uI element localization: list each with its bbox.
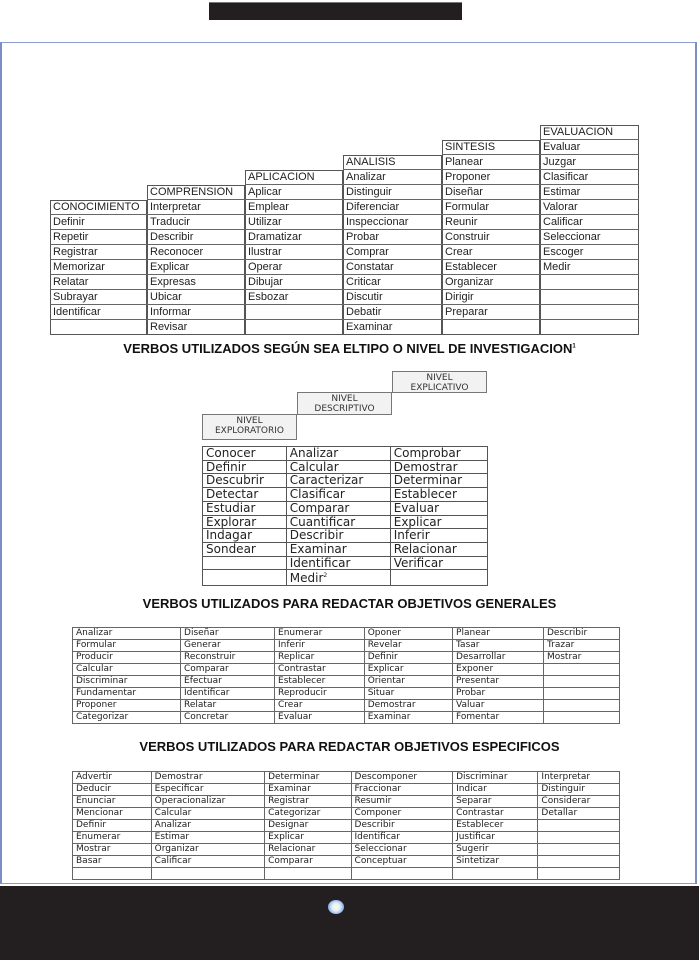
verb-cell: Categorizar (73, 712, 181, 724)
verb-cell: Organizar (151, 844, 264, 856)
verb-cell: Enumerar (275, 628, 365, 640)
nivel-row (203, 460, 488, 474)
verb-cell: Descomponer (351, 772, 453, 784)
bloom-verb: Formular (442, 200, 540, 215)
verb-cell: Contrastar (453, 808, 538, 820)
verb-cell: Demostrar (390, 460, 487, 474)
verb-cell: Establecer (390, 488, 487, 502)
verb-cell: Descubrir (203, 474, 287, 488)
verb-cell: Describir (543, 628, 619, 640)
bloom-verb (540, 290, 639, 305)
bloom-verb: Medir (540, 260, 639, 275)
bloom-verb (540, 320, 639, 335)
verb-cell: Designar (265, 820, 351, 832)
nivel-row (203, 542, 488, 556)
bloom-verb: Describir (147, 230, 245, 245)
verb-cell: Calificar (151, 856, 264, 868)
verb-cell (265, 868, 351, 880)
bloom-verb: Subrayar (50, 290, 147, 305)
verb-cell (390, 570, 487, 586)
bloom-verb: Aplicar (245, 185, 343, 200)
especificos-row (73, 844, 620, 856)
verb-cell: Determinar (390, 474, 487, 488)
bloom-verb: Constatar (343, 260, 442, 275)
verb-cell: Situar (364, 688, 452, 700)
bloom-verb: Crear (442, 245, 540, 260)
verb-cell: Producir (73, 652, 181, 664)
verb-cell: Identificar (181, 688, 275, 700)
verb-cell: Orientar (364, 676, 452, 688)
bloom-header: APLICACION (245, 170, 343, 185)
bloom-verb: Analizar (343, 170, 442, 185)
verb-cell: Describir (286, 529, 390, 543)
bloom-verb: Planear (442, 155, 540, 170)
verb-cell: Cuantificar (286, 515, 390, 529)
verb-cell: Caracterizar (286, 474, 390, 488)
generales-row (73, 664, 620, 676)
bloom-verb (245, 320, 343, 335)
verb-cell: Calcular (151, 808, 264, 820)
bloom-verb: Construir (442, 230, 540, 245)
bloom-verb: Distinguir (343, 185, 442, 200)
verb-cell: Analizar (73, 628, 181, 640)
generales-row (73, 676, 620, 688)
verb-cell: Interpretar (538, 772, 620, 784)
verb-cell: Analizar (151, 820, 264, 832)
verb-cell (538, 868, 620, 880)
bloom-verb: Diseñar (442, 185, 540, 200)
bloom-verb: Ubicar (147, 290, 245, 305)
verb-cell (538, 820, 620, 832)
verb-cell: Mostrar (543, 652, 619, 664)
verb-cell: Identificar (286, 556, 390, 570)
verb-cell: Sintetizar (453, 856, 538, 868)
generales-verbs-table (72, 627, 620, 724)
bloom-verb: Revisar (150, 321, 188, 333)
verb-cell: Explicar (364, 664, 452, 676)
verb-cell: Separar (453, 796, 538, 808)
verb-cell (543, 676, 619, 688)
bloom-verb (540, 275, 639, 290)
verb-cell: Diseñar (181, 628, 275, 640)
verb-cell: Exponer (453, 664, 544, 676)
bloom-verb (245, 305, 343, 320)
verb-cell: Explorar (203, 515, 287, 529)
verb-cell: Establecer (453, 820, 538, 832)
verb-cell: Verificar (390, 556, 487, 570)
nivel-row (203, 515, 488, 529)
bloom-verb: Definir (50, 215, 147, 230)
verb-cell: Formular (73, 640, 181, 652)
verb-cell: Conocer (203, 447, 287, 461)
especificos-row (73, 856, 620, 868)
bloom-verb: Estimar (540, 185, 639, 200)
nivel-row (203, 474, 488, 488)
bloom-verb: Ilustrar (245, 245, 343, 260)
bloom-verb: Relatar (50, 275, 147, 290)
bloom-verb: Emplear (245, 200, 343, 215)
generales-row (73, 652, 620, 664)
verb-cell: Concretar (181, 712, 275, 724)
verb-cell: Discriminar (73, 676, 181, 688)
nivel-row (203, 447, 488, 461)
verb-cell: Relatar (181, 700, 275, 712)
bloom-verb: Criticar (343, 275, 442, 290)
verb-cell: Registrar (265, 796, 351, 808)
bloom-verb: Establecer (442, 260, 540, 275)
verb-cell: Evaluar (390, 501, 487, 515)
especificos-row (73, 868, 620, 880)
verb-cell: Determinar (265, 772, 351, 784)
verb-cell: Establecer (275, 676, 365, 688)
bloom-verb: Debatir (343, 305, 442, 320)
verb-cell: Resumir (351, 796, 453, 808)
bloom-verb: Proponer (442, 170, 540, 185)
verb-cell (543, 688, 619, 700)
verb-cell: Examinar (286, 542, 390, 556)
generales-row (73, 628, 620, 640)
generales-row (73, 712, 620, 724)
verb-cell (151, 868, 264, 880)
generales-row (73, 688, 620, 700)
bloom-verb: Utilizar (245, 215, 343, 230)
verb-cell (543, 664, 619, 676)
verb-cell: Presentar (453, 676, 544, 688)
bloom-verb: Esbozar (245, 290, 343, 305)
verb-cell: Distinguir (538, 784, 620, 796)
verb-cell: Comparar (181, 664, 275, 676)
speech-bubble-icon[interactable] (328, 900, 344, 914)
verb-cell: Seleccionar (351, 844, 453, 856)
verb-cell: Enumerar (73, 832, 152, 844)
verb-cell: Contrastar (275, 664, 365, 676)
verb-cell: Reproducir (275, 688, 365, 700)
bloom-verb (50, 320, 147, 335)
verb-cell: Tasar (453, 640, 544, 652)
verb-cell: Probar (453, 688, 544, 700)
verb-cell: Detectar (203, 488, 287, 502)
bloom-verb: Evaluar (540, 140, 639, 155)
nivel-row (203, 556, 488, 570)
bloom-verb: Memorizar (50, 260, 147, 275)
verb-cell (203, 570, 287, 586)
verb-cell: Advertir (73, 772, 152, 784)
verb-cell: Sugerir (453, 844, 538, 856)
bloom-header: CONOCIMIENTO (50, 200, 147, 215)
verb-cell: Conceptuar (351, 856, 453, 868)
nivel-row (203, 501, 488, 515)
verb-cell: Oponer (364, 628, 452, 640)
verb-cell: Reconstruir (181, 652, 275, 664)
verb-cell: Fomentar (453, 712, 544, 724)
bloom-verb: Reunir (442, 215, 540, 230)
level-descriptivo: NIVEL DESCRIPTIVO (297, 392, 392, 415)
verb-cell: Efectuar (181, 676, 275, 688)
verb-cell: Medir$^2$ (286, 570, 390, 586)
verb-cell: Detallar (538, 808, 620, 820)
verb-cell: Valuar (453, 700, 544, 712)
bloom-verb: Reconocer (147, 245, 245, 260)
verb-cell: Mostrar (73, 844, 152, 856)
bloom-verb: Preparar (442, 305, 540, 320)
bloom-verb: Expresas (147, 275, 245, 290)
especificos-row (73, 796, 620, 808)
verb-cell: Estimar (151, 832, 264, 844)
footer-bar (0, 886, 699, 960)
especificos-verbs-table (72, 771, 620, 880)
bloom-verb: Escoger (540, 245, 639, 260)
verb-cell: Relacionar (390, 542, 487, 556)
bloom-verb: Seleccionar (540, 230, 639, 245)
verb-cell: Trazar (543, 640, 619, 652)
bloom-verb: Registrar (50, 245, 147, 260)
verb-cell (538, 844, 620, 856)
level-explicativo: NIVEL EXPLICATIVO (392, 371, 487, 393)
especificos-row (73, 784, 620, 796)
nivel-heading: VERBOS UTILIZADOS SEGÚN SEA ELTIPO O NIVEL DE INVESTIGACION$^1$ (123, 341, 576, 356)
verb-cell: Clasificar (286, 488, 390, 502)
bloom-verb: Organizar (442, 275, 540, 290)
bloom-verb: Comprar (343, 245, 442, 260)
verb-cell: Considerar (538, 796, 620, 808)
verb-cell: Comparar (265, 856, 351, 868)
bloom-verb: Clasificar (540, 170, 639, 185)
bloom-verb: Juzgar (540, 155, 639, 170)
top-title-bar (209, 2, 462, 20)
bloom-verb: Probar (343, 230, 442, 245)
verb-cell: Categorizar (265, 808, 351, 820)
verb-cell: Replicar (275, 652, 365, 664)
verb-cell: Revelar (364, 640, 452, 652)
verb-cell: Definir (203, 460, 287, 474)
verb-cell (453, 868, 538, 880)
nivel-verbs-table (202, 446, 488, 586)
level-exploratorio: NIVEL EXPLORATORIO (202, 414, 297, 440)
footnote-marker: 2 (323, 572, 328, 580)
verb-cell: Desarrollar (453, 652, 544, 664)
verb-cell: Estudiar (203, 501, 287, 515)
bloom-verb: Dibujar (245, 275, 343, 290)
verb-cell: Demostrar (151, 772, 264, 784)
verb-cell: Basar (73, 856, 152, 868)
generales-row (73, 640, 620, 652)
nivel-row (203, 570, 488, 586)
bloom-verb (540, 305, 639, 320)
verb-cell (203, 556, 287, 570)
bloom-header: ANALISIS (343, 155, 442, 170)
verb-cell: Definir (73, 820, 152, 832)
verb-cell: Identificar (351, 832, 453, 844)
bloom-verb: Diferenciar (343, 200, 442, 215)
bloom-verb: Traducir (147, 215, 245, 230)
bloom-verb: Discutir (343, 290, 442, 305)
especificos-row (73, 808, 620, 820)
bloom-verb (442, 320, 540, 335)
bloom-verb: Valorar (540, 200, 639, 215)
verb-cell: Componer (351, 808, 453, 820)
verb-cell: Justificar (453, 832, 538, 844)
verb-cell: Enunciar (73, 796, 152, 808)
verb-cell: Deducir (73, 784, 152, 796)
verb-cell: Definir (364, 652, 452, 664)
verb-cell: Discriminar (453, 772, 538, 784)
bloom-header: COMPRENSION (147, 185, 245, 200)
bloom-verb: Identificar (50, 305, 147, 320)
verb-cell (538, 856, 620, 868)
especificos-row (73, 832, 620, 844)
bloom-verb: Repetir (50, 230, 147, 245)
verb-cell: Examinar (364, 712, 452, 724)
verb-cell: Generar (181, 640, 275, 652)
especificos-heading: VERBOS UTILIZADOS PARA REDACTAR OBJETIVOS ESPECIFICOS (139, 739, 560, 754)
verb-cell: Relacionar (265, 844, 351, 856)
verb-cell: Fundamentar (73, 688, 181, 700)
verb-cell: Inferir (390, 529, 487, 543)
verb-cell: Proponer (73, 700, 181, 712)
especificos-row (73, 820, 620, 832)
verb-cell: Demostrar (364, 700, 452, 712)
verb-cell: Analizar (286, 447, 390, 461)
verb-cell: Explicar (265, 832, 351, 844)
bloom-verb: Interpretar (147, 200, 245, 215)
verb-cell (351, 868, 453, 880)
verb-cell: Fraccionar (351, 784, 453, 796)
verb-cell (543, 712, 619, 724)
verb-cell: Comparar (286, 501, 390, 515)
verb-cell (538, 832, 620, 844)
verb-cell: Describir (351, 820, 453, 832)
verb-cell: Evaluar (275, 712, 365, 724)
bloom-verb: Calificar (540, 215, 639, 230)
generales-heading: VERBOS UTILIZADOS PARA REDACTAR OBJETIVOS GENERALES (142, 596, 557, 611)
nivel-row (203, 488, 488, 502)
verb-cell: Indagar (203, 529, 287, 543)
verb-cell: Explicar (390, 515, 487, 529)
especificos-row (73, 772, 620, 784)
bloom-verb: Informar (147, 305, 245, 320)
verb-cell (73, 868, 152, 880)
verb-cell: Examinar (265, 784, 351, 796)
verb-cell: Crear (275, 700, 365, 712)
bloom-verb: Dramatizar (245, 230, 343, 245)
verb-cell: Comprobar (390, 447, 487, 461)
verb-cell: Inferir (275, 640, 365, 652)
verb-cell: Sondear (203, 542, 287, 556)
verb-cell: Indicar (453, 784, 538, 796)
bloom-verb: Operar (245, 260, 343, 275)
bloom-verb: Examinar (346, 321, 393, 333)
bloom-header: EVALUACION (540, 125, 639, 140)
verb-cell: Operacionalizar (151, 796, 264, 808)
bloom-verb: Explicar (147, 260, 245, 275)
verb-cell: Planear (453, 628, 544, 640)
bloom-header: SINTESIS (442, 140, 540, 155)
verb-cell: Calcular (286, 460, 390, 474)
bloom-verb: Inspeccionar (343, 215, 442, 230)
generales-row (73, 700, 620, 712)
verb-cell: Mencionar (73, 808, 152, 820)
verb-cell (543, 700, 619, 712)
verb-cell: Especificar (151, 784, 264, 796)
bloom-verb: Dirigir (442, 290, 540, 305)
verb-cell: Calcular (73, 664, 181, 676)
nivel-row (203, 529, 488, 543)
